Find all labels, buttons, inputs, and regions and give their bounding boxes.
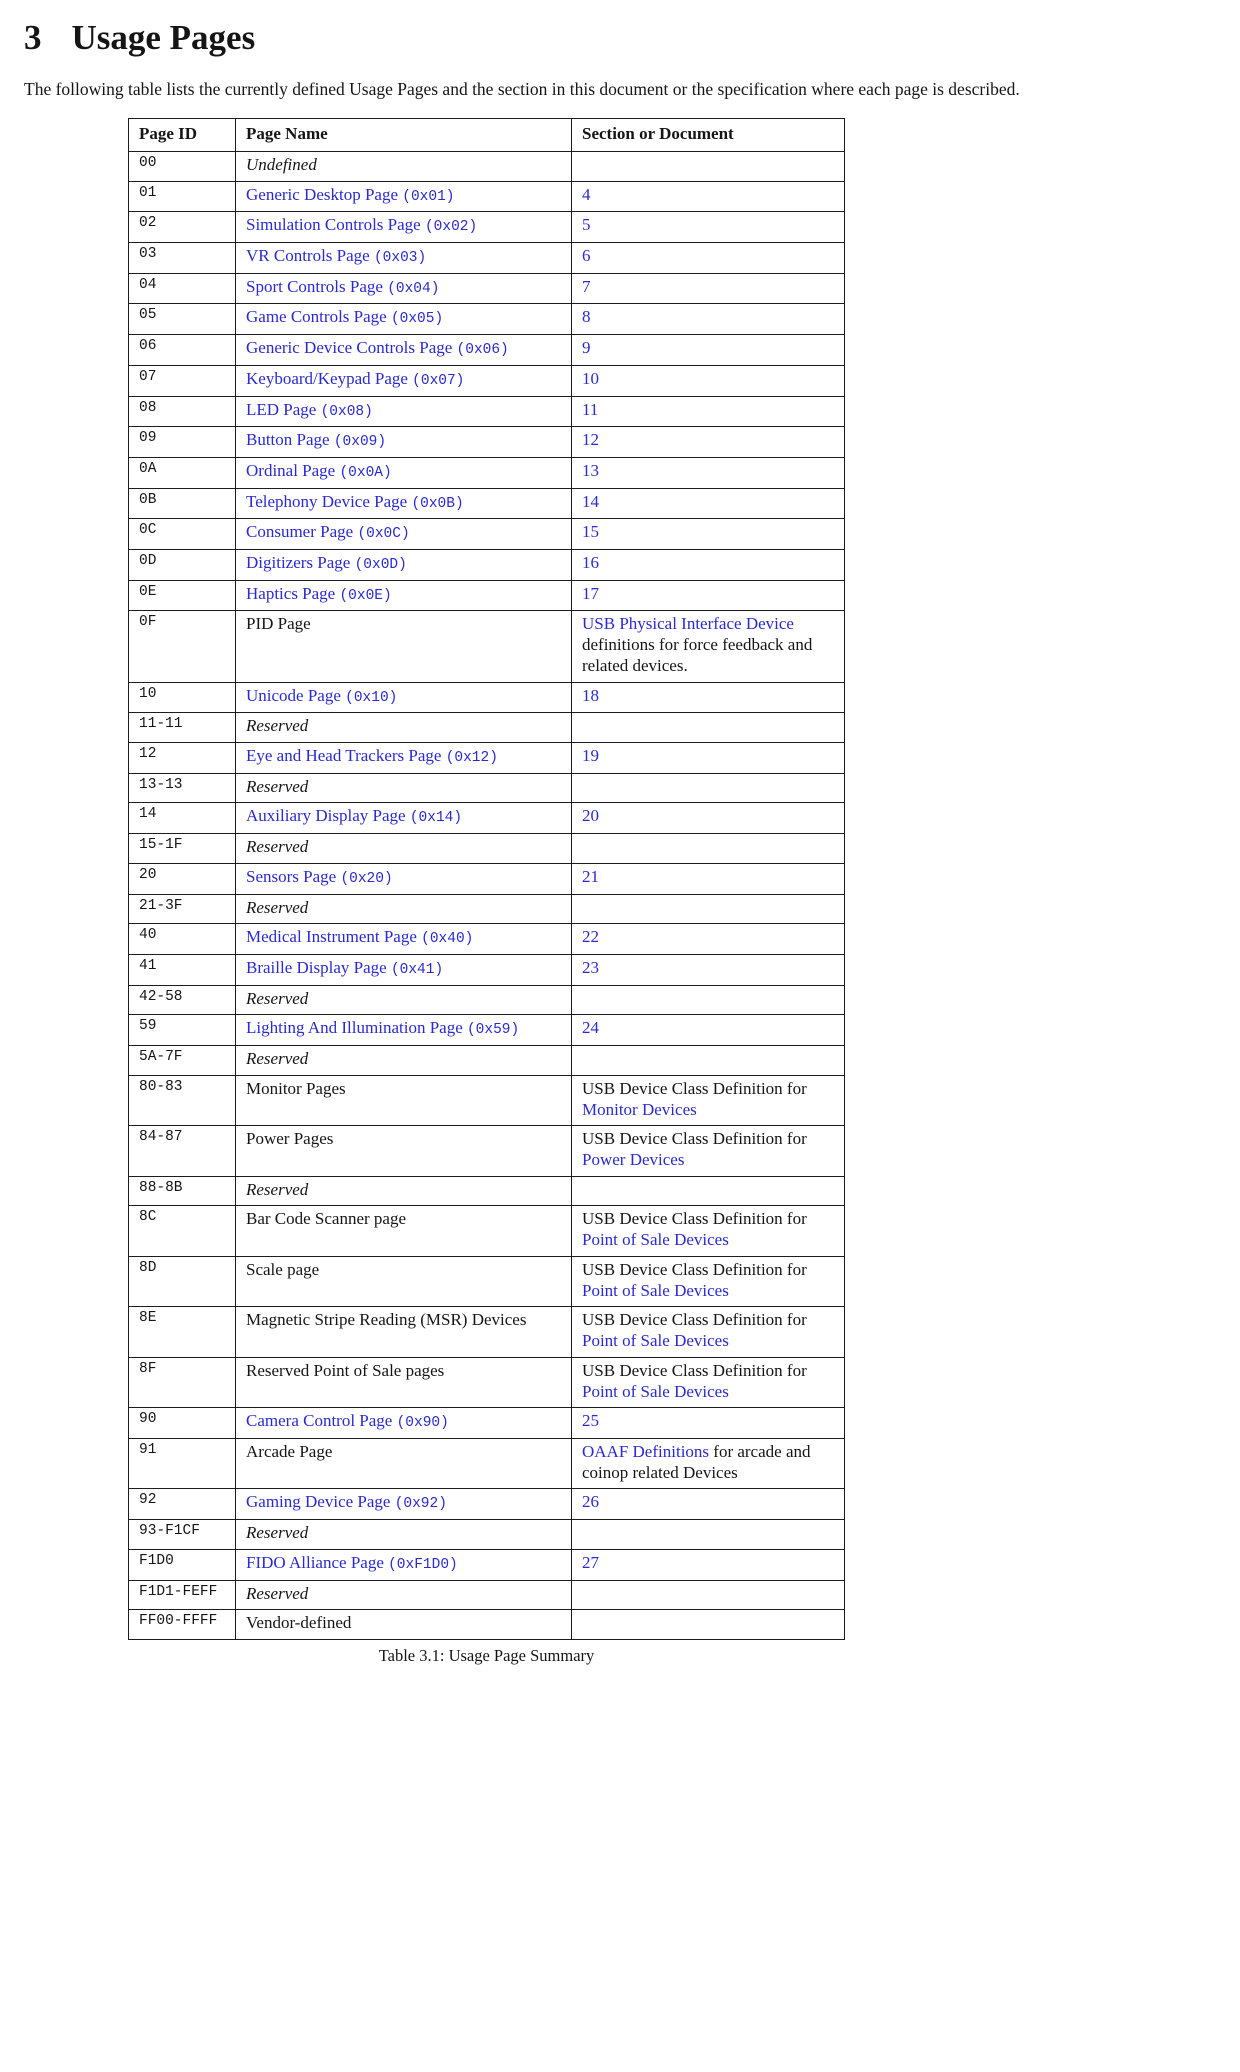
table-row xyxy=(129,243,845,274)
page-title: Usage Pages xyxy=(71,18,256,57)
section-cell xyxy=(572,1307,845,1357)
doc-link[interactable]: 9 xyxy=(582,338,591,358)
section-heading xyxy=(24,18,1216,58)
page-id-cell: 13-13 xyxy=(129,773,236,803)
page-id-cell: 80-83 xyxy=(129,1075,236,1125)
doc-link[interactable]: LED Page xyxy=(246,399,321,419)
page-id-cell: 84-87 xyxy=(129,1126,236,1176)
doc-link[interactable]: Power Devices xyxy=(582,1149,685,1169)
doc-link[interactable]: (0x01) xyxy=(402,188,455,205)
section-cell xyxy=(572,181,845,212)
page-name-cell xyxy=(236,1489,572,1520)
table-row xyxy=(129,304,845,335)
page-name-cell xyxy=(236,488,572,519)
cell-text: USB Device Class Definition for xyxy=(582,1310,807,1330)
cell-text: definitions for force feedback and related devices. xyxy=(582,635,813,675)
doc-link[interactable]: Point of Sale Devices xyxy=(582,1280,729,1300)
cell-text: Power Pages xyxy=(246,1129,334,1149)
table-row xyxy=(129,954,845,985)
page-id-cell: 5A-7F xyxy=(129,1046,236,1076)
table-row xyxy=(129,1520,845,1550)
page-name-cell xyxy=(236,1408,572,1439)
page-name-cell xyxy=(236,273,572,304)
section-cell xyxy=(572,243,845,274)
section-cell xyxy=(572,611,845,682)
doc-link[interactable]: 14 xyxy=(582,491,599,511)
cell-text: Undefined xyxy=(246,154,317,174)
doc-link[interactable]: Haptics Page xyxy=(246,583,340,603)
doc-link[interactable]: (0x92) xyxy=(394,1496,447,1513)
doc-link[interactable]: 24 xyxy=(582,1018,599,1038)
doc-link[interactable]: Monitor Devices xyxy=(582,1099,697,1119)
doc-link[interactable]: (0x41) xyxy=(390,961,444,978)
page-id-cell: 42-58 xyxy=(129,985,236,1015)
cell-text: Reserved xyxy=(246,716,309,736)
page-id-cell: F1D0 xyxy=(129,1549,236,1580)
table-row xyxy=(129,742,845,773)
table-row xyxy=(129,151,845,181)
section-cell xyxy=(572,773,845,803)
page-id-cell: 04 xyxy=(129,273,236,304)
page-id-cell: 0F xyxy=(129,611,236,682)
table-row xyxy=(129,834,845,864)
doc-link[interactable]: FIDO Alliance Page xyxy=(246,1552,389,1572)
page-name-cell xyxy=(236,1176,572,1206)
page-id-cell: 90 xyxy=(129,1408,236,1439)
section-cell xyxy=(572,1489,845,1520)
table-row xyxy=(129,457,845,488)
page-id-cell: 11-11 xyxy=(129,713,236,743)
page-name-cell xyxy=(236,773,572,803)
table-row xyxy=(129,1489,845,1520)
doc-link[interactable]: Sport Controls Page xyxy=(246,276,388,296)
cell-text: Arcade Page xyxy=(246,1442,333,1461)
page-name-cell xyxy=(236,580,572,611)
section-cell xyxy=(572,682,845,713)
page-name-cell xyxy=(236,834,572,864)
page-name-cell xyxy=(236,713,572,743)
page-name-cell xyxy=(236,863,572,894)
doc-link[interactable]: Camera Control Page xyxy=(246,1411,397,1431)
page-name-cell xyxy=(236,212,572,243)
section-cell xyxy=(572,1126,845,1176)
doc-link[interactable]: 20 xyxy=(582,806,599,826)
page-name-cell xyxy=(236,985,572,1015)
section-cell xyxy=(572,1357,845,1407)
usage-table-area xyxy=(128,118,845,1666)
page-name-cell xyxy=(236,1126,572,1176)
page-id-cell: 8F xyxy=(129,1357,236,1407)
doc-link[interactable]: Generic Desktop Page xyxy=(246,184,403,204)
table-row xyxy=(129,1015,845,1046)
page-name-cell xyxy=(236,954,572,985)
doc-link[interactable]: USB Physical Interface Device xyxy=(582,614,794,634)
doc-link[interactable]: Point of Sale Devices xyxy=(582,1381,729,1401)
doc-link[interactable]: 16 xyxy=(582,552,599,572)
doc-link[interactable]: (0x90) xyxy=(396,1415,449,1432)
doc-link[interactable]: 11 xyxy=(582,399,599,419)
table-row xyxy=(129,1075,845,1125)
table-row xyxy=(129,1046,845,1076)
doc-link[interactable]: 19 xyxy=(582,745,599,765)
table-row xyxy=(129,488,845,519)
doc-link[interactable]: OAAF Definitions xyxy=(582,1442,710,1461)
page-name-cell xyxy=(236,924,572,955)
doc-link[interactable]: 22 xyxy=(582,927,599,947)
page-name-cell xyxy=(236,243,572,274)
section-cell xyxy=(572,365,845,396)
cell-text: for arcade and coinop related Devices xyxy=(582,1442,811,1482)
doc-link[interactable]: 25 xyxy=(582,1411,599,1431)
doc-link[interactable]: 4 xyxy=(582,184,591,204)
page-id-cell: 8D xyxy=(129,1256,236,1306)
page-name-cell xyxy=(236,1520,572,1550)
table-row xyxy=(129,273,845,304)
page-name-cell xyxy=(236,396,572,427)
page-name-cell xyxy=(236,1307,572,1357)
table-row xyxy=(129,803,845,834)
section-cell xyxy=(572,1256,845,1306)
page-name-cell xyxy=(236,1549,572,1580)
doc-link[interactable]: (0x02) xyxy=(424,219,478,236)
page-name-cell xyxy=(236,519,572,550)
table-row xyxy=(129,1580,845,1610)
doc-link[interactable]: (0x0C) xyxy=(357,526,410,543)
cell-text: PID Page xyxy=(246,614,311,634)
cell-text: USB Device Class Definition for xyxy=(582,1078,807,1098)
cell-text: Scale page xyxy=(246,1259,320,1279)
table-row xyxy=(129,773,845,803)
table-row xyxy=(129,611,845,682)
section-cell xyxy=(572,742,845,773)
doc-link[interactable]: Consumer Page xyxy=(246,522,358,542)
table-row xyxy=(129,1439,845,1489)
table-row xyxy=(129,1176,845,1206)
doc-link[interactable]: (0x03) xyxy=(373,250,427,267)
doc-link[interactable]: Generic Device Controls Page xyxy=(246,338,457,358)
cell-text: USB Device Class Definition for xyxy=(582,1129,807,1149)
table-row xyxy=(129,335,845,366)
section-cell xyxy=(572,549,845,580)
table-row xyxy=(129,1126,845,1176)
page-name-cell xyxy=(236,1075,572,1125)
page-name-cell xyxy=(236,803,572,834)
doc-link[interactable]: Button Page xyxy=(246,430,334,450)
usage-page-table xyxy=(128,118,845,1640)
section-cell xyxy=(572,151,845,181)
doc-link[interactable]: 10 xyxy=(582,368,599,388)
doc-link[interactable]: (0x10) xyxy=(345,689,398,706)
page-name-cell xyxy=(236,1046,572,1076)
doc-link[interactable]: (0x04) xyxy=(387,280,440,297)
table-row xyxy=(129,1549,845,1580)
page-id-cell: 00 xyxy=(129,151,236,181)
page-id-cell: 0D xyxy=(129,549,236,580)
section-cell xyxy=(572,519,845,550)
cell-text: Monitor Pages xyxy=(246,1078,346,1098)
doc-link[interactable]: (0x0E) xyxy=(339,587,392,604)
page-name-cell xyxy=(236,427,572,458)
section-cell xyxy=(572,273,845,304)
table-row xyxy=(129,396,845,427)
section-cell xyxy=(572,427,845,458)
doc-link[interactable]: Simulation Controls Page xyxy=(246,215,425,235)
page-name-cell xyxy=(236,894,572,924)
page-id-cell: 08 xyxy=(129,396,236,427)
page-id-cell: 41 xyxy=(129,954,236,985)
doc-link[interactable]: (0x0D) xyxy=(354,556,407,573)
doc-link[interactable]: (0x06) xyxy=(456,342,509,359)
section-cell xyxy=(572,1176,845,1206)
cell-text: Reserved xyxy=(246,897,309,917)
doc-link[interactable]: Point of Sale Devices xyxy=(582,1331,729,1351)
table-row xyxy=(129,519,845,550)
section-cell xyxy=(572,1439,845,1489)
table-row xyxy=(129,1307,845,1357)
page-id-cell: 21-3F xyxy=(129,894,236,924)
intro-paragraph: The following table lists the currently defined Usage Pages and the section in this document or the specification where each page is described. xyxy=(24,79,1020,99)
table-row xyxy=(129,212,845,243)
page-name-cell xyxy=(236,1206,572,1256)
doc-link[interactable]: (0x20) xyxy=(340,870,393,887)
doc-link[interactable]: 26 xyxy=(582,1492,599,1512)
table-row xyxy=(129,682,845,713)
section-cell xyxy=(572,803,845,834)
page-id-cell: 02 xyxy=(129,212,236,243)
cell-text: Reserved xyxy=(246,1049,309,1069)
header-row xyxy=(129,119,845,152)
page-id-cell: 09 xyxy=(129,427,236,458)
page-id-cell: 0C xyxy=(129,519,236,550)
section-cell xyxy=(572,212,845,243)
page-name-cell xyxy=(236,1357,572,1407)
page-name-cell xyxy=(236,1610,572,1640)
table-row xyxy=(129,427,845,458)
table-row xyxy=(129,1357,845,1407)
table-row xyxy=(129,181,845,212)
cell-text: USB Device Class Definition for xyxy=(582,1259,807,1279)
page-name-cell xyxy=(236,1256,572,1306)
page-name-cell xyxy=(236,742,572,773)
cell-text: Reserved xyxy=(246,837,309,857)
table-row xyxy=(129,1206,845,1256)
doc-link[interactable]: Unicode Page xyxy=(246,685,346,705)
section-cell xyxy=(572,1206,845,1256)
section-cell xyxy=(572,1015,845,1046)
doc-link[interactable]: 7 xyxy=(582,276,591,296)
header-page-id: Page ID xyxy=(129,119,236,152)
doc-link[interactable]: (0x0B) xyxy=(411,495,464,512)
section-cell xyxy=(572,580,845,611)
doc-link[interactable]: VR Controls Page xyxy=(246,246,374,266)
section-cell xyxy=(572,1580,845,1610)
doc-link[interactable]: Digitizers Page xyxy=(246,552,355,572)
doc-link[interactable]: (0x0A) xyxy=(339,464,392,481)
cell-text: Reserved xyxy=(246,776,309,796)
page-id-cell: 59 xyxy=(129,1015,236,1046)
page-id-cell: 8C xyxy=(129,1206,236,1256)
section-cell xyxy=(572,396,845,427)
section-cell xyxy=(572,863,845,894)
page-name-cell xyxy=(236,365,572,396)
doc-link[interactable]: 8 xyxy=(582,307,591,327)
doc-link[interactable]: (0x09) xyxy=(333,434,387,451)
page-name-cell xyxy=(236,549,572,580)
table-row xyxy=(129,549,845,580)
section-cell xyxy=(572,954,845,985)
header-page-name: Page Name xyxy=(236,119,572,152)
page-name-cell xyxy=(236,1015,572,1046)
table-row xyxy=(129,985,845,1015)
doc-link[interactable]: 18 xyxy=(582,685,599,705)
page-name-cell xyxy=(236,151,572,181)
page-id-cell: 0E xyxy=(129,580,236,611)
doc-link[interactable]: (0x40) xyxy=(421,931,474,948)
page-id-cell: 06 xyxy=(129,335,236,366)
table-row xyxy=(129,863,845,894)
page-id-cell: 12 xyxy=(129,742,236,773)
section-cell xyxy=(572,1520,845,1550)
doc-link[interactable]: (0x07) xyxy=(412,372,465,389)
cell-text: USB Device Class Definition for xyxy=(582,1360,807,1380)
cell-text: USB Device Class Definition for xyxy=(582,1209,807,1229)
doc-link[interactable]: Telephony Device Page xyxy=(246,491,412,511)
doc-link[interactable]: 21 xyxy=(582,866,599,886)
page-id-cell: F1D1-FEFF xyxy=(129,1580,236,1610)
doc-link[interactable]: 5 xyxy=(582,215,591,235)
page-name-cell xyxy=(236,181,572,212)
table-row xyxy=(129,713,845,743)
cell-text: Reserved xyxy=(246,988,309,1008)
section-cell xyxy=(572,924,845,955)
cell-text: Reserved Point of Sale pages xyxy=(246,1360,445,1380)
page-id-cell: 05 xyxy=(129,304,236,335)
section-cell xyxy=(572,985,845,1015)
usage-table-body xyxy=(129,151,845,1639)
page-name-cell xyxy=(236,335,572,366)
page-name-cell xyxy=(236,1439,572,1489)
table-row xyxy=(129,1408,845,1439)
cell-text: Vendor-defined xyxy=(246,1613,352,1633)
section-cell xyxy=(572,1075,845,1125)
table-row xyxy=(129,365,845,396)
page-id-cell: 8E xyxy=(129,1307,236,1357)
header-section-or-document: Section or Document xyxy=(572,119,845,152)
doc-link[interactable]: Keyboard/Keypad Page xyxy=(246,368,413,388)
section-cell xyxy=(572,1610,845,1640)
table-row xyxy=(129,1256,845,1306)
table-row xyxy=(129,894,845,924)
page-id-cell: 40 xyxy=(129,924,236,955)
page-id-cell: 93-F1CF xyxy=(129,1520,236,1550)
section-cell xyxy=(572,304,845,335)
doc-link[interactable]: Eye and Head Trackers Page xyxy=(246,745,446,765)
doc-link[interactable]: (0x59) xyxy=(466,1022,520,1039)
doc-link[interactable]: Lighting And Illumination Page xyxy=(246,1018,467,1038)
doc-link[interactable]: Gaming Device Page xyxy=(246,1492,395,1512)
section-cell xyxy=(572,1046,845,1076)
cell-text: Reserved xyxy=(246,1583,309,1603)
table-row xyxy=(129,580,845,611)
cell-text: Bar Code Scanner page xyxy=(246,1209,407,1229)
page-id-cell: 91 xyxy=(129,1439,236,1489)
doc-link[interactable]: 17 xyxy=(582,583,599,603)
page-name-cell xyxy=(236,304,572,335)
section-cell xyxy=(572,713,845,743)
doc-link[interactable]: 13 xyxy=(582,460,599,480)
page-id-cell: 20 xyxy=(129,863,236,894)
doc-link[interactable]: (0x12) xyxy=(445,749,498,766)
page-id-cell: 92 xyxy=(129,1489,236,1520)
page-name-cell xyxy=(236,457,572,488)
doc-link[interactable]: Sensors Page xyxy=(246,866,341,886)
page-id-cell: 88-8B xyxy=(129,1176,236,1206)
page-id-cell: 0A xyxy=(129,457,236,488)
section-cell xyxy=(572,488,845,519)
table-caption: Table 3.1: Usage Page Summary xyxy=(378,1646,595,1666)
doc-link[interactable]: (0x14) xyxy=(409,810,463,827)
doc-link[interactable]: 27 xyxy=(582,1552,599,1572)
doc-link[interactable]: Ordinal Page xyxy=(246,460,340,480)
section-cell xyxy=(572,834,845,864)
section-cell xyxy=(572,894,845,924)
page-name-cell xyxy=(236,611,572,682)
page-id-cell: FF00-FFFF xyxy=(129,1610,236,1640)
page-id-cell: 10 xyxy=(129,682,236,713)
doc-link[interactable]: 6 xyxy=(582,246,591,266)
page-id-cell: 03 xyxy=(129,243,236,274)
cell-text: Reserved xyxy=(246,1179,309,1199)
section-cell xyxy=(572,457,845,488)
doc-link[interactable]: Medical Instrument Page xyxy=(246,927,422,947)
section-cell xyxy=(572,1549,845,1580)
cell-text: Reserved xyxy=(246,1523,309,1543)
doc-link[interactable]: 23 xyxy=(582,957,599,977)
table-row xyxy=(129,1610,845,1640)
doc-link[interactable]: (0xF1D0) xyxy=(388,1556,458,1573)
doc-link[interactable]: Braille Display Page xyxy=(246,957,391,977)
page-id-cell: 14 xyxy=(129,803,236,834)
doc-link[interactable]: 15 xyxy=(582,522,599,542)
page-id-cell: 07 xyxy=(129,365,236,396)
cell-text: Magnetic Stripe Reading (MSR) Devices xyxy=(246,1310,527,1330)
section-cell xyxy=(572,1408,845,1439)
doc-link[interactable]: Point of Sale Devices xyxy=(582,1230,729,1250)
page-name-cell xyxy=(236,682,572,713)
doc-link[interactable]: (0x05) xyxy=(390,311,444,328)
table-row xyxy=(129,924,845,955)
page-name-cell xyxy=(236,1580,572,1610)
section-cell xyxy=(572,335,845,366)
page-id-cell: 01 xyxy=(129,181,236,212)
section-number: 3 xyxy=(24,18,42,57)
doc-link[interactable]: 12 xyxy=(582,430,599,450)
doc-link[interactable]: Auxiliary Display Page xyxy=(246,806,410,826)
doc-link[interactable]: (0x08) xyxy=(320,403,373,420)
doc-link[interactable]: Game Controls Page xyxy=(246,307,391,327)
page-id-cell: 0B xyxy=(129,488,236,519)
page-id-cell: 15-1F xyxy=(129,834,236,864)
